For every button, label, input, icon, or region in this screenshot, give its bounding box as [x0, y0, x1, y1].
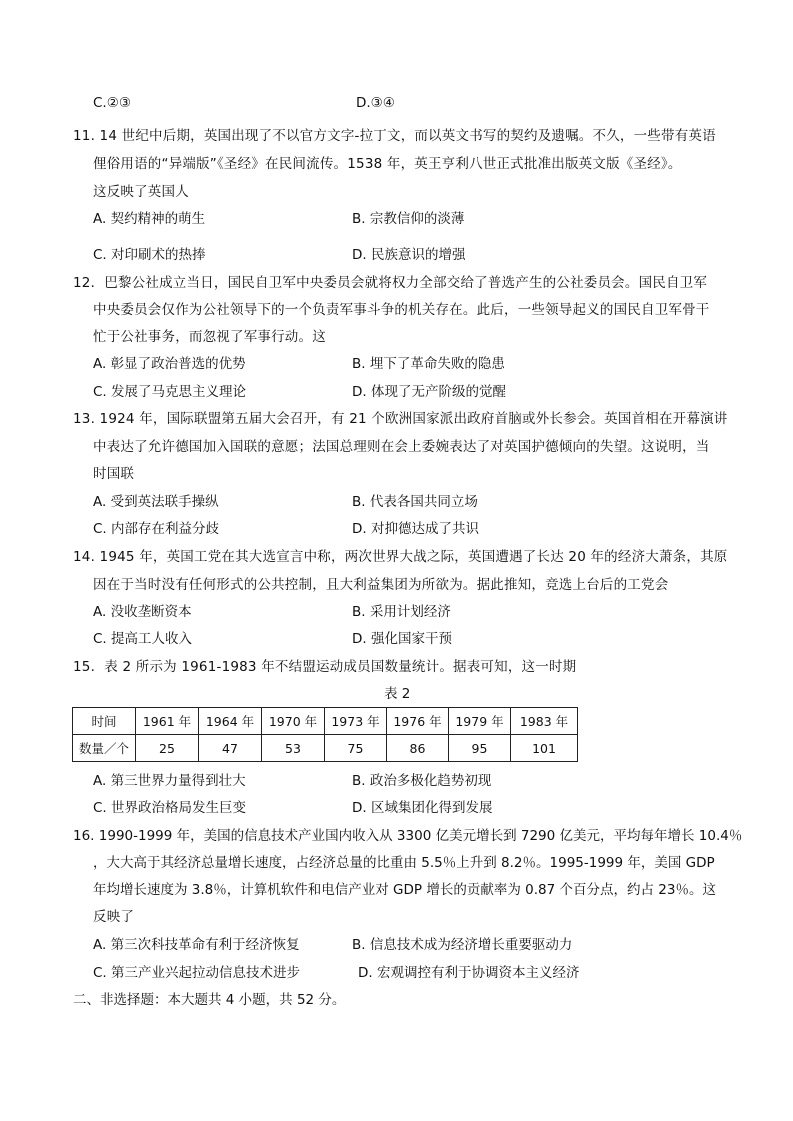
- q12-option-d: D. 体现了无产阶级的觉醒: [352, 384, 506, 400]
- table-cell: 时间: [73, 708, 136, 735]
- q11-option-a: A. 契约精神的萌生: [93, 211, 206, 227]
- q15-option-c: C. 世界政治格局发生巨变: [93, 800, 247, 816]
- q10-option-d: D.③④: [356, 95, 395, 111]
- q14-stem-line-2: 因在于当时没有任何形式的公共控制，且大利益集团为所欲为。据此推知，竞选上台后的工党会: [93, 577, 669, 593]
- q13-option-b: B. 代表各国共同立场: [352, 494, 478, 510]
- q13-stem-line-3: 时国联: [93, 466, 135, 482]
- q16-stem-line-4: 反映了: [93, 909, 135, 925]
- q12-stem-line-3: 忙于公社事务，而忽视了军事行动。这: [93, 329, 326, 345]
- q11-stem-line-3: 这反映了英国人: [93, 184, 189, 200]
- table-cell: 86: [387, 735, 449, 762]
- q14-option-b: B. 采用计划经济: [352, 604, 451, 620]
- q15-option-b: B. 政治多极化趋势初现: [352, 773, 492, 789]
- q12-stem-line-2: 中央委员会仅作为公社领导下的一个负责军事斗争的机关存在。此后，一些领导起义的国民自卫军骨干: [93, 302, 710, 318]
- q14-stem-line-1: 14. 1945 年，英国工党在其大选宣言中称，两次世界大战之际，英国遭遇了长达 20 年的经济大萧条，其原: [73, 549, 728, 565]
- table-cell: 数量／个: [73, 735, 136, 762]
- q16-stem-line-2: ，大大高于其经济总量增长速度，占经济总量的比重由 5.5％上升到 8.2％。1995-1999 年，美国 GDP: [93, 855, 715, 871]
- q15-stem-line-1: 15．表 2 所示为 1961-1983 年不结盟运动成员国数量统计。据表可知，这一时期: [73, 659, 577, 675]
- table-caption: 表 2: [384, 686, 411, 702]
- table-cell: 101: [511, 735, 578, 762]
- table-cell: 1970 年: [262, 708, 325, 735]
- q12-option-c: C. 发展了马克思主义理论: [93, 384, 247, 400]
- q16-stem-line-3: 年均增长速度为 3.8％，计算机软件和电信产业对 GDP 增长的贡献率为 0.87 个百分点，约占 23％。这: [93, 882, 716, 898]
- table-cell: 1979 年: [449, 708, 511, 735]
- q11-stem-line-1: 11. 14 世纪中后期，英国出现了不以官方文字-拉丁文，而以英文书写的契约及遗嘱。不久，一些带有英语: [73, 128, 716, 144]
- table-cell: 75: [325, 735, 387, 762]
- q13-option-a: A. 受到英法联手操纵: [93, 494, 219, 510]
- q10-option-c: C.②③: [93, 95, 131, 111]
- q16-option-a: A. 第三次科技革命有利于经济恢复: [93, 937, 300, 953]
- member-count-table: [72, 707, 578, 762]
- table-cell: 47: [199, 735, 262, 762]
- q16-option-d: D. 宏观调控有利于协调资本主义经济: [358, 965, 580, 981]
- table-header-row: [73, 708, 578, 735]
- q16-stem-line-1: 16. 1990-1999 年，美国的信息技术产业国内收入从 3300 亿美元增长到 7290 亿美元，平均每年增长 10.4％: [73, 828, 743, 844]
- table-row: [73, 735, 578, 762]
- table-cell: 1976 年: [387, 708, 449, 735]
- q11-option-c: C. 对印刷术的热捧: [93, 247, 206, 263]
- q11-stem-line-2: 俚俗用语的“异端版”《圣经》在民间流传。1538 年，英王亨利八世正式批准出版英文版《圣经》。: [93, 156, 682, 172]
- table-cell: 53: [262, 735, 325, 762]
- table-cell: 1964 年: [199, 708, 262, 735]
- table-cell: 1961 年: [136, 708, 199, 735]
- q13-option-c: C. 内部存在利益分歧: [93, 521, 220, 537]
- q11-option-b: B. 宗教信仰的淡薄: [352, 211, 465, 227]
- q13-option-d: D. 对抑德达成了共识: [352, 521, 479, 537]
- table-cell: 1983 年: [511, 708, 578, 735]
- q14-option-a: A. 没收垄断资本: [93, 604, 192, 620]
- table-cell: 1973 年: [325, 708, 387, 735]
- table-cell: 95: [449, 735, 511, 762]
- q15-option-d: D. 区域集团化得到发展: [352, 800, 493, 816]
- q13-stem-line-1: 13. 1924 年，国际联盟第五届大会召开，有 21 个欧洲国家派出政府首脑或外长参会。英国首相在开幕演讲: [73, 411, 728, 427]
- q14-option-d: D. 强化国家干预: [352, 631, 452, 647]
- q16-option-b: B. 信息技术成为经济增长重要驱动力: [352, 937, 573, 953]
- table-cell: 25: [136, 735, 199, 762]
- q12-option-a: A. 彰显了政治普选的优势: [93, 356, 246, 372]
- q11-option-d: D. 民族意识的增强: [352, 247, 466, 263]
- q15-option-a: A. 第三世界力量得到壮大: [93, 773, 246, 789]
- q13-stem-line-2: 中表达了允许德国加入国联的意愿；法国总理则在会上委婉表达了对英国护德倾向的失望。这说明，当: [93, 439, 710, 455]
- q12-stem-line-1: 12．巴黎公社成立当日，国民自卫军中央委员会就将权力全部交给了普选产生的公社委员会。国民自卫军: [73, 275, 708, 291]
- q16-option-c: C. 第三产业兴起拉动信息技术进步: [93, 965, 301, 981]
- section-2-heading: 二、非选择题：本大题共 4 小题，共 52 分。: [73, 992, 346, 1008]
- q14-option-c: C. 提高工人收入: [93, 631, 193, 647]
- q12-option-b: B. 埋下了革命失败的隐患: [352, 356, 505, 372]
